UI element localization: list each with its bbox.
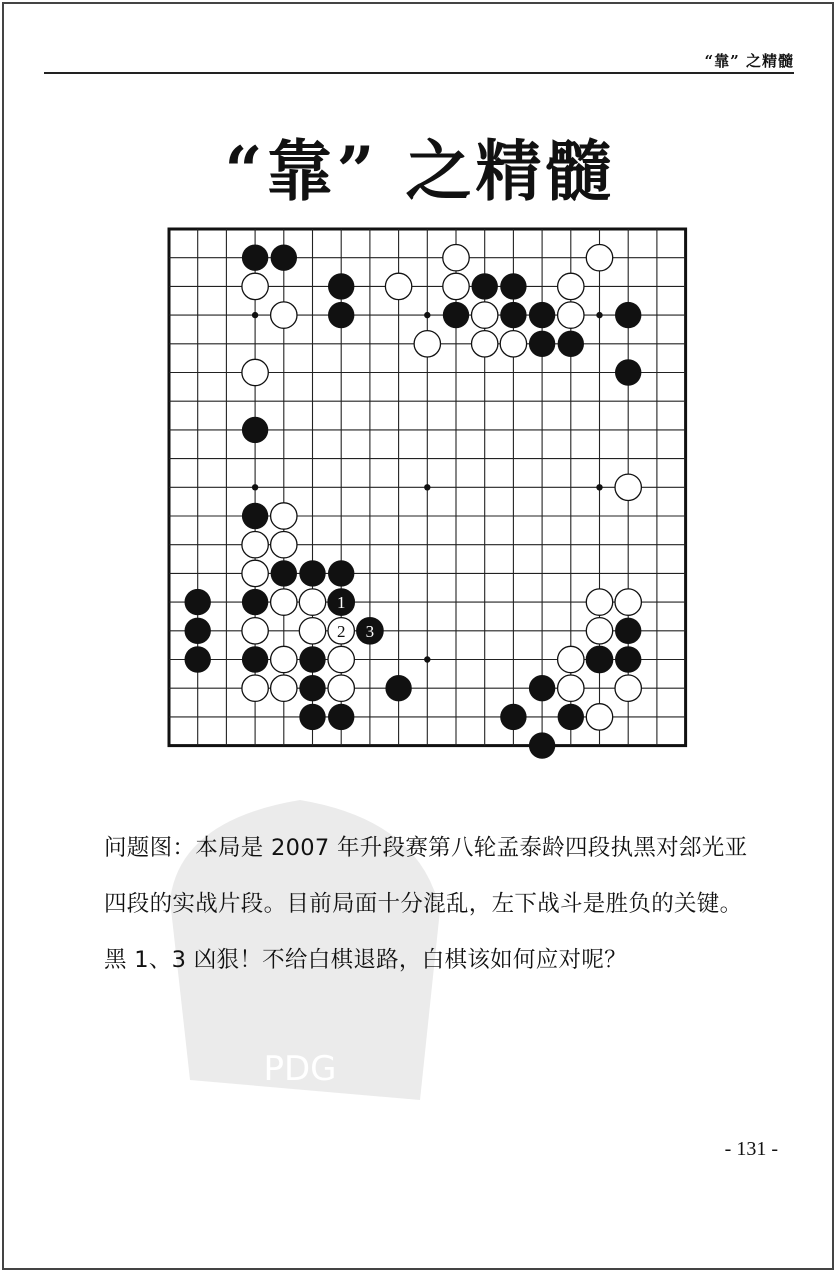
- white-stone: [615, 474, 641, 500]
- black-stone: [500, 704, 526, 730]
- star-point: [424, 312, 430, 318]
- black-stone: [299, 675, 325, 701]
- white-stone: [558, 646, 584, 672]
- white-stone: [271, 646, 297, 672]
- white-stone: [443, 245, 469, 271]
- star-point: [252, 312, 258, 318]
- black-stone: [185, 618, 211, 644]
- white-stone: [586, 704, 612, 730]
- black-stone: [299, 646, 325, 672]
- white-stone: [242, 532, 268, 558]
- star-point: [424, 484, 430, 490]
- white-stone: [242, 359, 268, 385]
- chapter-title: “靠” 之精髓: [224, 132, 616, 210]
- black-stone: [500, 273, 526, 299]
- black-stone: [615, 646, 641, 672]
- white-stone: [615, 675, 641, 701]
- white-stone: [328, 646, 354, 672]
- black-stone: [271, 560, 297, 586]
- star-point: [252, 484, 258, 490]
- white-stone: [586, 245, 612, 271]
- white-stone: [242, 675, 268, 701]
- star-point: [424, 656, 430, 662]
- white-stone: [558, 675, 584, 701]
- black-stone: [615, 618, 641, 644]
- go-board-diagram: [166, 226, 696, 765]
- white-stone: [242, 618, 268, 644]
- black-stone: [500, 302, 526, 328]
- white-stone: [586, 589, 612, 615]
- white-stone: [299, 589, 325, 615]
- black-stone: [615, 359, 641, 385]
- go-board-svg: [166, 226, 696, 761]
- white-stone: [558, 273, 584, 299]
- header-rule: [44, 72, 794, 74]
- black-stone: [529, 331, 555, 357]
- white-stone: [586, 618, 612, 644]
- running-head: “靠” 之精髓: [704, 52, 794, 70]
- black-stone: [242, 245, 268, 271]
- white-stone: [271, 503, 297, 529]
- white-stone: [242, 273, 268, 299]
- black-stone: [242, 417, 268, 443]
- black-stone: [271, 245, 297, 271]
- star-point: [596, 484, 602, 490]
- white-stone: [615, 589, 641, 615]
- white-stone: [385, 273, 411, 299]
- black-stone: [242, 646, 268, 672]
- star-point: [596, 312, 602, 318]
- white-stone: [271, 532, 297, 558]
- black-stone: [299, 560, 325, 586]
- watermark-text: PDG: [263, 1049, 337, 1089]
- black-stone: [472, 273, 498, 299]
- white-stone: [271, 675, 297, 701]
- white-stone: [472, 331, 498, 357]
- problem-description: 问题图：本局是 2007 年升段赛第八轮孟泰龄四段执黑对郐光亚四段的实战片段。目前局面十分混乱，左下战斗是胜负的关键。黑 1、3 凶狠！不给白棋退路，白棋该如何应对呢？: [104, 835, 748, 973]
- white-stone: [472, 302, 498, 328]
- black-stone: [328, 560, 354, 586]
- black-stone: [558, 704, 584, 730]
- white-stone: [500, 331, 526, 357]
- black-stone: [529, 302, 555, 328]
- black-stone: [443, 302, 469, 328]
- black-stone: [615, 302, 641, 328]
- black-stone: [385, 675, 411, 701]
- black-stone: [328, 273, 354, 299]
- black-stone: [558, 331, 584, 357]
- black-stone: [242, 503, 268, 529]
- white-stone: [242, 560, 268, 586]
- page-number: - 131 -: [724, 1138, 778, 1160]
- stone-number-label: 2: [336, 621, 346, 641]
- black-stone: [529, 732, 555, 758]
- stone-number-label: 3: [365, 621, 375, 641]
- white-stone: [328, 675, 354, 701]
- black-stone: [185, 646, 211, 672]
- white-stone: [299, 618, 325, 644]
- black-stone: [242, 589, 268, 615]
- black-stone: [328, 302, 354, 328]
- white-stone: [443, 273, 469, 299]
- black-stone: [299, 704, 325, 730]
- black-stone: [586, 646, 612, 672]
- white-stone: [558, 302, 584, 328]
- black-stone: [529, 675, 555, 701]
- black-stone: [185, 589, 211, 615]
- black-stone: [328, 704, 354, 730]
- white-stone: [271, 589, 297, 615]
- white-stone: [271, 302, 297, 328]
- stone-number-label: 1: [336, 593, 346, 613]
- white-stone: [414, 331, 440, 357]
